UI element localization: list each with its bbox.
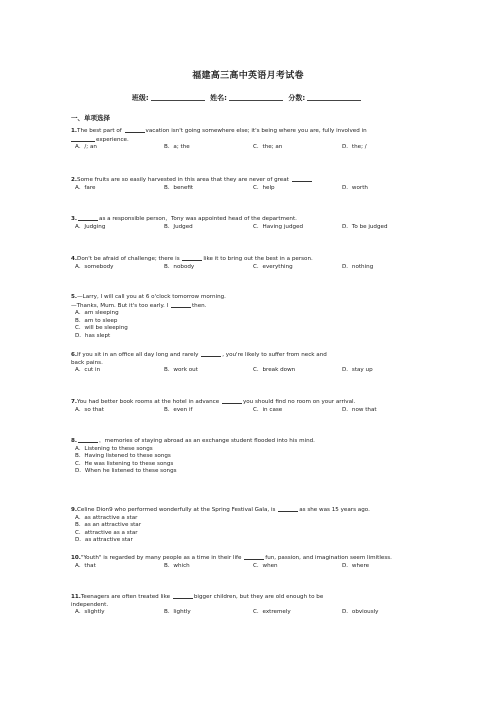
option-b[interactable]: B．nobody xyxy=(164,263,195,270)
name-blank[interactable] xyxy=(229,94,283,101)
option-d[interactable]: D．stay up xyxy=(342,367,373,374)
option-b[interactable]: B．which xyxy=(164,562,190,569)
option-c[interactable]: C．extremely xyxy=(253,609,291,616)
option-b[interactable]: B．even if xyxy=(164,406,193,413)
option-c[interactable]: C．the; an xyxy=(253,144,283,151)
option-a[interactable]: A．Listening to these songs xyxy=(75,445,153,452)
question-1: 1.The best part of vacation isn't going somewhere else; it's being where you are, fully involved in experience. A．/; an B．a; the C．the; an D．the; / xyxy=(71,127,431,152)
option-c[interactable]: C．break down xyxy=(253,367,296,374)
question-stem: 7.You had better book rooms at the hotel in advance you should find no room on your arrival. xyxy=(71,399,356,405)
question-stem: 10."Youth" is regarded by many people as a time in their life fun, passion, and imagination seem limitless. xyxy=(71,555,392,561)
answer-options xyxy=(71,185,431,193)
option-d[interactable]: D．When he listened to these songs xyxy=(75,468,177,475)
answer-options xyxy=(71,144,431,152)
option-b[interactable]: B．as an attractive star xyxy=(75,522,142,529)
option-a[interactable]: A．slightly xyxy=(75,609,105,616)
question-stem: 11.Teenagers are often treated like bigger children, but they are old enough to be xyxy=(71,594,324,600)
question-8 xyxy=(71,437,431,476)
answer-options xyxy=(71,224,431,232)
option-a[interactable]: A．somebody xyxy=(75,263,114,270)
option-c[interactable]: C．in case xyxy=(253,406,283,413)
option-b[interactable]: B．am to sleep xyxy=(75,317,118,324)
answer-options xyxy=(71,563,431,571)
option-c[interactable]: C．Having judged xyxy=(253,223,304,230)
option-b[interactable]: B．lightly xyxy=(164,609,191,616)
answer-options xyxy=(71,367,431,375)
option-a[interactable]: A．Judging xyxy=(75,223,106,230)
question-5: 5.—Larry, I will call you at 6 o'clock tomorrow morning. —Thanks, Mum. But it's too early. I then. A．am sleeping B．am to sleep C．will be sleeping D．has slept xyxy=(71,294,431,341)
question-stem: 4.Don't be afraid of challenge; there is like it to bring out the best in a person. xyxy=(71,256,313,262)
page-title: 福建高三高中英语月考试卷 xyxy=(192,71,304,81)
answer-options xyxy=(71,446,431,476)
class-label: 班级: xyxy=(131,94,149,102)
question-stem: 6.If you sit in an office all day long and rarely , you're likely to suffer from neck and xyxy=(71,352,327,358)
option-a[interactable]: A．that xyxy=(75,562,96,569)
option-b[interactable]: B．a; the xyxy=(164,144,190,151)
option-d[interactable]: D．worth xyxy=(342,184,368,191)
question-4 xyxy=(71,255,431,271)
class-blank[interactable] xyxy=(151,94,205,101)
option-b[interactable]: B．Judged xyxy=(164,223,193,230)
option-a[interactable]: A．fare xyxy=(75,184,96,191)
option-b[interactable]: B．Having listened to these songs xyxy=(75,453,171,460)
option-a[interactable]: A．cut in xyxy=(75,367,101,374)
question-2 xyxy=(71,176,431,192)
option-c[interactable]: C．attractive as a star xyxy=(75,529,138,536)
question-stem: 1.The best part of vacation isn't going somewhere else; it's being where you are, fully involved in xyxy=(71,128,367,134)
student-info-line xyxy=(0,93,496,103)
option-d[interactable]: D．has slept xyxy=(75,332,111,339)
section-heading: 一、单项选择 xyxy=(71,114,110,122)
option-a[interactable]: A．so that xyxy=(75,406,104,413)
option-a[interactable]: A．/; an xyxy=(75,144,97,151)
question-stem: 3. as a responsible person，Tony was appointed head of the department. xyxy=(71,216,297,222)
question-11: 11.Teenagers are often treated like bigger children, but they are old enough to be independent. A．slightly B．lightly C．extremely D．obviously xyxy=(71,593,431,617)
question-10 xyxy=(71,554,431,570)
option-c[interactable]: C．He was listening to these songs xyxy=(75,460,174,467)
option-d[interactable]: D．where xyxy=(342,562,370,569)
option-b[interactable]: B．benefit xyxy=(164,184,194,191)
answer-options xyxy=(71,609,431,617)
option-d[interactable]: D．as attractive star xyxy=(75,537,133,544)
option-b[interactable]: B．work out xyxy=(164,367,198,374)
answer-options xyxy=(71,515,431,545)
answer-options xyxy=(71,310,431,340)
question-3 xyxy=(71,215,431,231)
question-stem: 2.Some fruits are so easily harvested in this area that they are never of great xyxy=(71,176,431,185)
option-d[interactable]: D．obviously xyxy=(342,609,379,616)
option-d[interactable]: D．nothing xyxy=(342,263,374,270)
name-label: 姓名: xyxy=(210,94,227,102)
option-a[interactable]: A．as attractive a star xyxy=(75,514,138,521)
option-c[interactable]: C．help xyxy=(253,184,275,191)
question-9 xyxy=(71,506,431,545)
question-stem: 5.—Larry, I will call you at 6 o'clock tomorrow morning. xyxy=(71,294,226,300)
question-stem: 8. ，memories of staying abroad as an exchange student flooded into his mind. xyxy=(71,438,315,444)
question-stem: 9.Celine Dion9 who performed wonderfully at the Spring Festival Gala, is as she was 15 years ago. xyxy=(71,507,370,513)
option-c[interactable]: C．when xyxy=(253,562,278,569)
option-c[interactable]: C．will be sleeping xyxy=(75,325,128,332)
option-c[interactable]: C．everything xyxy=(253,263,293,270)
answer-options xyxy=(71,264,431,272)
option-d[interactable]: D．the; / xyxy=(342,144,367,151)
option-a[interactable]: A．am sleeping xyxy=(75,310,119,317)
option-d[interactable]: D．To be judged xyxy=(342,223,388,230)
question-6: 6.If you sit in an office all day long and rarely , you're likely to suffer from neck and back pains. A．cut in B．work out C．break down D．stay up xyxy=(71,351,431,375)
question-7 xyxy=(71,398,431,414)
score-label: 分数: xyxy=(288,94,306,102)
option-d[interactable]: D．now that xyxy=(342,406,377,413)
score-blank[interactable] xyxy=(307,94,361,101)
answer-options xyxy=(71,407,431,415)
